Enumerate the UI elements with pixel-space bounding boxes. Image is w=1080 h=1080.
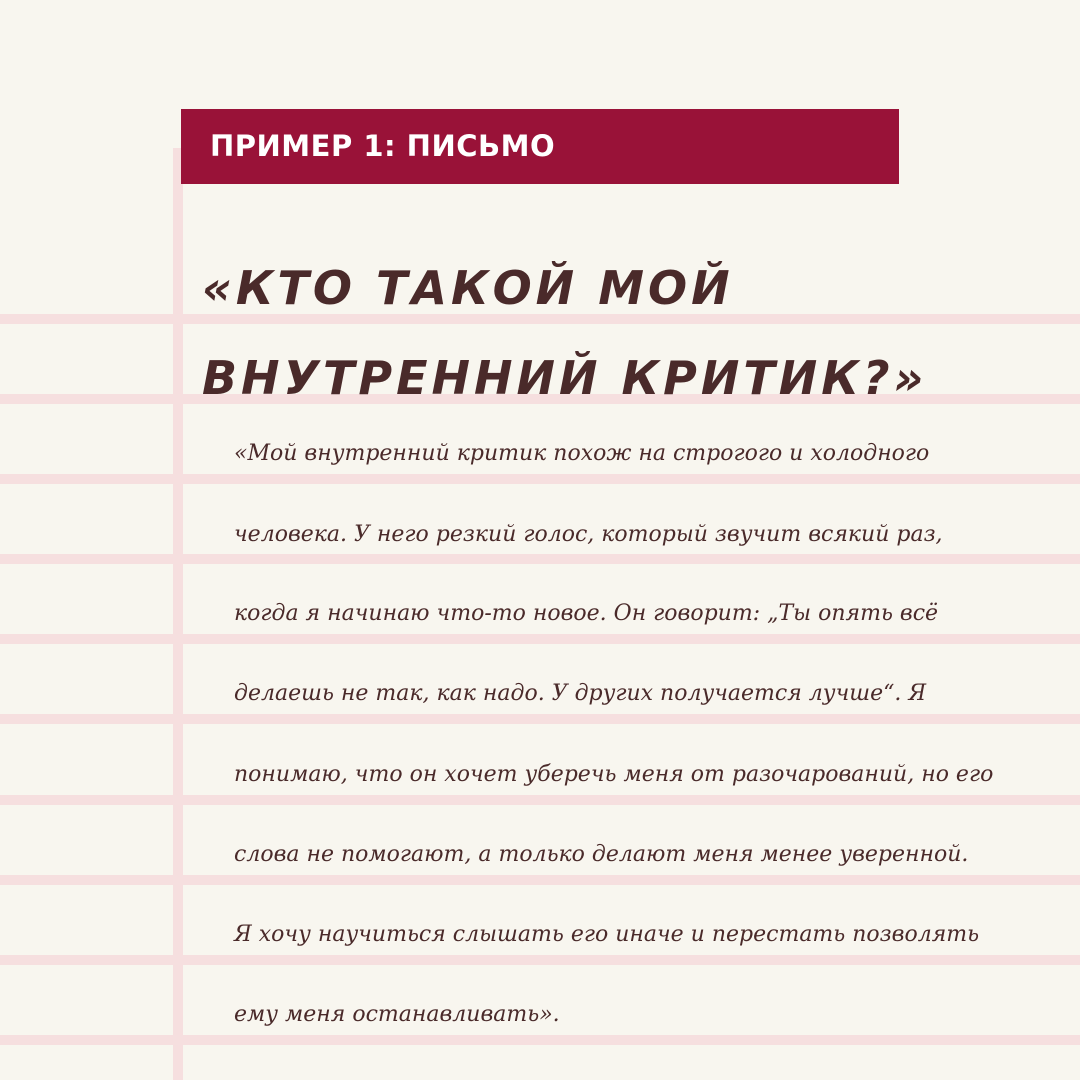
letter-line: человека. У него резкий голос, который звучит всякий раз, <box>234 522 943 547</box>
notebook-line <box>0 474 1080 484</box>
notebook-line <box>0 554 1080 564</box>
page-title-line-2: ВНУТРЕННИЙ КРИТИК?» <box>202 351 928 405</box>
letter-line: «Мой внутренний критик похож на строгого и холодного <box>234 441 930 466</box>
notebook-line <box>0 1035 1080 1045</box>
letter-line: ему меня останавливать». <box>234 1002 560 1027</box>
section-banner <box>181 109 899 184</box>
notebook-line <box>0 955 1080 965</box>
letter-line: делаешь не так, как надо. У других получается лучше“. Я <box>234 681 927 706</box>
notebook-line <box>0 795 1080 805</box>
letter-line: слова не помогают, а только делают меня менее уверенной. <box>234 842 969 867</box>
letter-line: Я хочу научиться слышать его иначе и перестать позволять <box>234 922 980 947</box>
notebook-line <box>0 875 1080 885</box>
banner-label: ПРИМЕР 1: ПИСЬМО <box>210 129 556 163</box>
notebook-line <box>0 714 1080 724</box>
page-title-line-1: «КТО ТАКОЙ МОЙ <box>202 261 734 315</box>
letter-line: когда я начинаю что-то новое. Он говорит: „Ты опять всё <box>234 601 939 626</box>
letter-line: понимаю, что он хочет уберечь меня от разочарований, но его <box>234 762 994 787</box>
notebook-line <box>0 634 1080 644</box>
notebook-margin-line <box>173 148 183 1080</box>
